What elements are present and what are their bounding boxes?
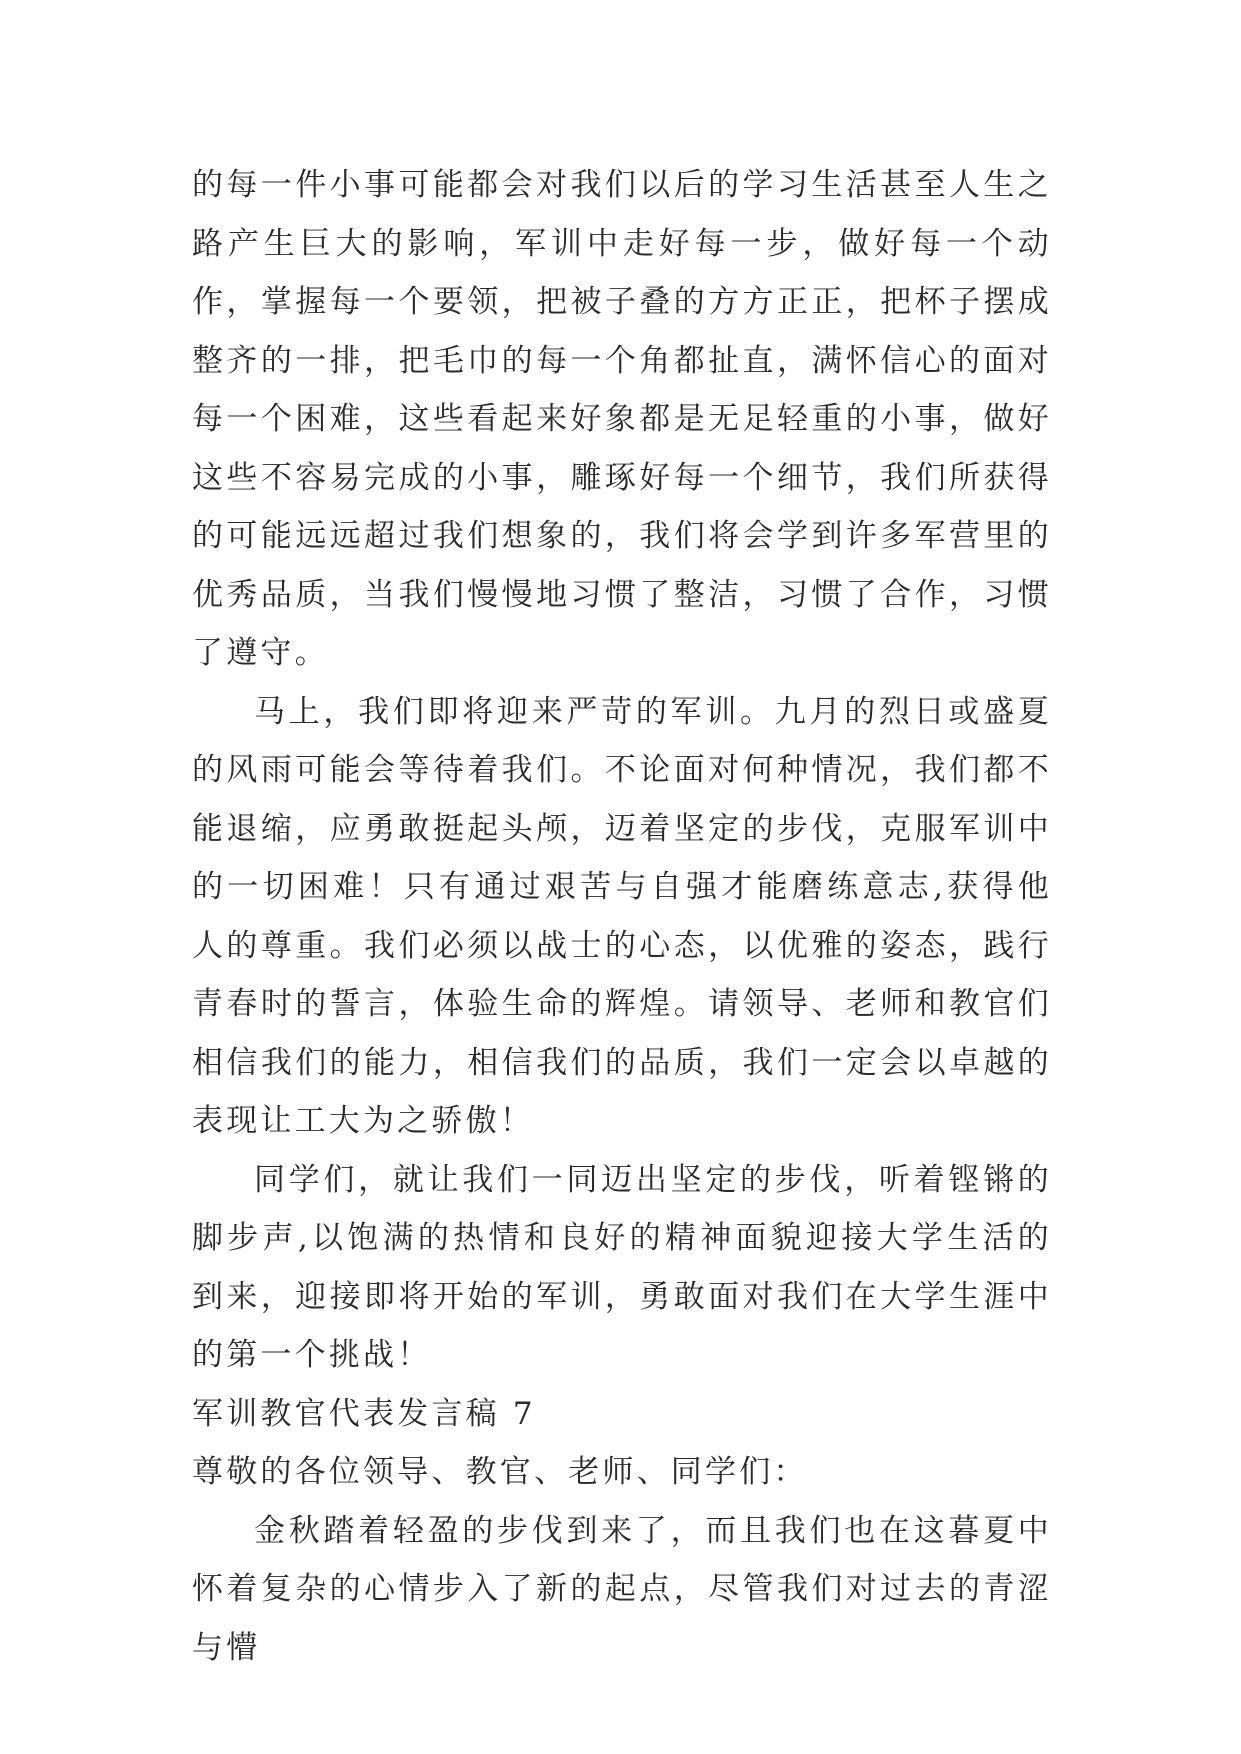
salutation: 尊敬的各位领导、教官、老师、同学们： bbox=[192, 1454, 808, 1490]
document-body bbox=[192, 156, 1052, 1677]
paragraph-continued: 的每一件小事可能都会对我们以后的学习生活甚至人生之路产生巨大的影响，军训中走好每一步，做好每一个动作，掌握每一个要领，把被子叠的方方正正，把杯子摆成整齐的一排，把毛巾的每一个角都扯直，满怀信心的面对每一个困难，这些看起来好象都是无足轻重的小事，做好这些不容易完成的小事，雕琢好每一个细节，我们所获得的可能远远超过我们想象的，我们将会学到许多军营里的优秀品质，当我们慢慢地习惯了整洁，习惯了合作，习惯了遵守。 bbox=[192, 167, 1052, 671]
paragraph-classmates: 同学们，就让我们一同迈出坚定的步伐，听着铿锵的脚步声,以饱满的热情和良好的精神面貌迎接大学生活的到来，迎接即将开始的军训，勇敢面对我们在大学生涯中的第一个挑战！ bbox=[192, 1161, 1052, 1373]
paragraph-military-training: 马上，我们即将迎来严苛的军训。九月的烈日或盛夏的风雨可能会等待着我们。不论面对何种情况，我们都不能退缩，应勇敢挺起头颅，迈着坚定的步伐，克服军训中的一切困难！只有通过艰苦与自强才能磨练意志,获得他人的尊重。我们必须以战士的心态，以优雅的姿态，践行青春时的誓言，体验生命的辉煌。请领导、老师和教官们相信我们的能力，相信我们的品质，我们一定会以卓越的表现让工大为之骄傲！ bbox=[192, 693, 1052, 1139]
paragraph-autumn: 金秋踏着轻盈的步伐到来了，而且我们也在这暮夏中怀着复杂的心情步入了新的起点，尽管我们对过去的青涩与懵 bbox=[192, 1512, 1052, 1666]
section-title: 军训教官代表发言稿 7 bbox=[192, 1395, 536, 1432]
